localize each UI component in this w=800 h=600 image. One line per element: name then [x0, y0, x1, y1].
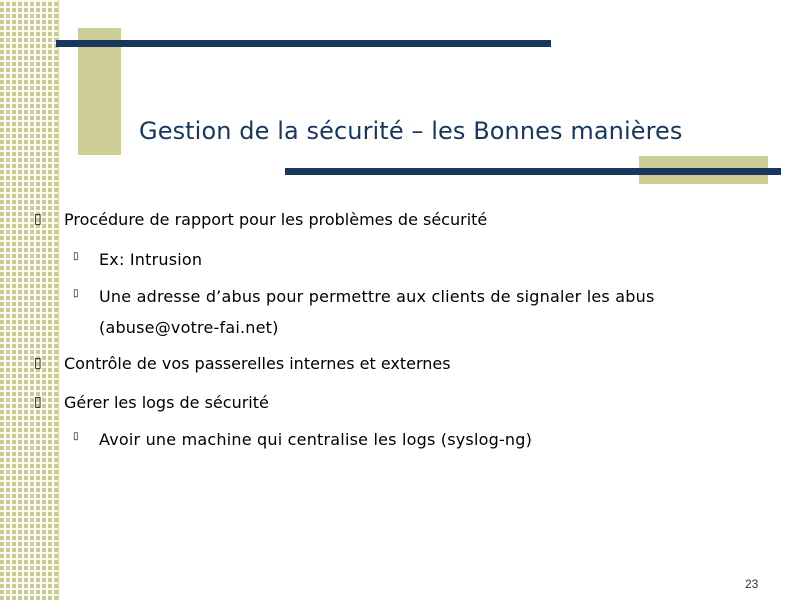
sub-bullet-text: Ex: Intrusion [99, 250, 203, 269]
navy-bar-top [56, 40, 551, 47]
left-checkered-strip [0, 0, 59, 600]
sub-bullet-abuse-address [73, 289, 655, 305]
bullet-text: Contrôle de vos passerelles internes et externes [64, 354, 451, 373]
sub-bullet-intrusion [73, 252, 202, 268]
sub-bullet-marker-icon: ▯ [73, 288, 79, 299]
sub-bullet-marker-icon: ▯ [73, 431, 79, 442]
bullet-marker-icon: ▯ [34, 211, 42, 227]
bullet-text: Procédure de rapport pour les problèmes de sécurité [64, 210, 488, 229]
bullet-text: Gérer les logs de sécurité [64, 393, 269, 412]
bullet-marker-icon: ▯ [34, 394, 42, 410]
navy-bar-under-title [285, 168, 781, 175]
sub-bullet-central-log-machine [73, 432, 532, 448]
bullet-gateway-control [34, 356, 451, 372]
khaki-block-top [78, 28, 121, 155]
sub-bullet-text: Une adresse d’abus pour permettre aux clients de signaler les abus [99, 287, 655, 306]
sub-bullet-text: Avoir une machine qui centralise les logs (syslog-ng) [99, 430, 533, 449]
sub-bullet-marker-icon: ▯ [73, 251, 79, 262]
sub-bullet-continuation: (abuse@votre-fai.net) [99, 318, 279, 337]
bullet-marker-icon: ▯ [34, 355, 42, 371]
bullet-reporting-procedure [34, 212, 487, 228]
bullet-security-logs [34, 395, 269, 411]
slide-title: Gestion de la sécurité – les Bonnes manières [139, 117, 683, 145]
page-number: 23 [745, 577, 759, 591]
